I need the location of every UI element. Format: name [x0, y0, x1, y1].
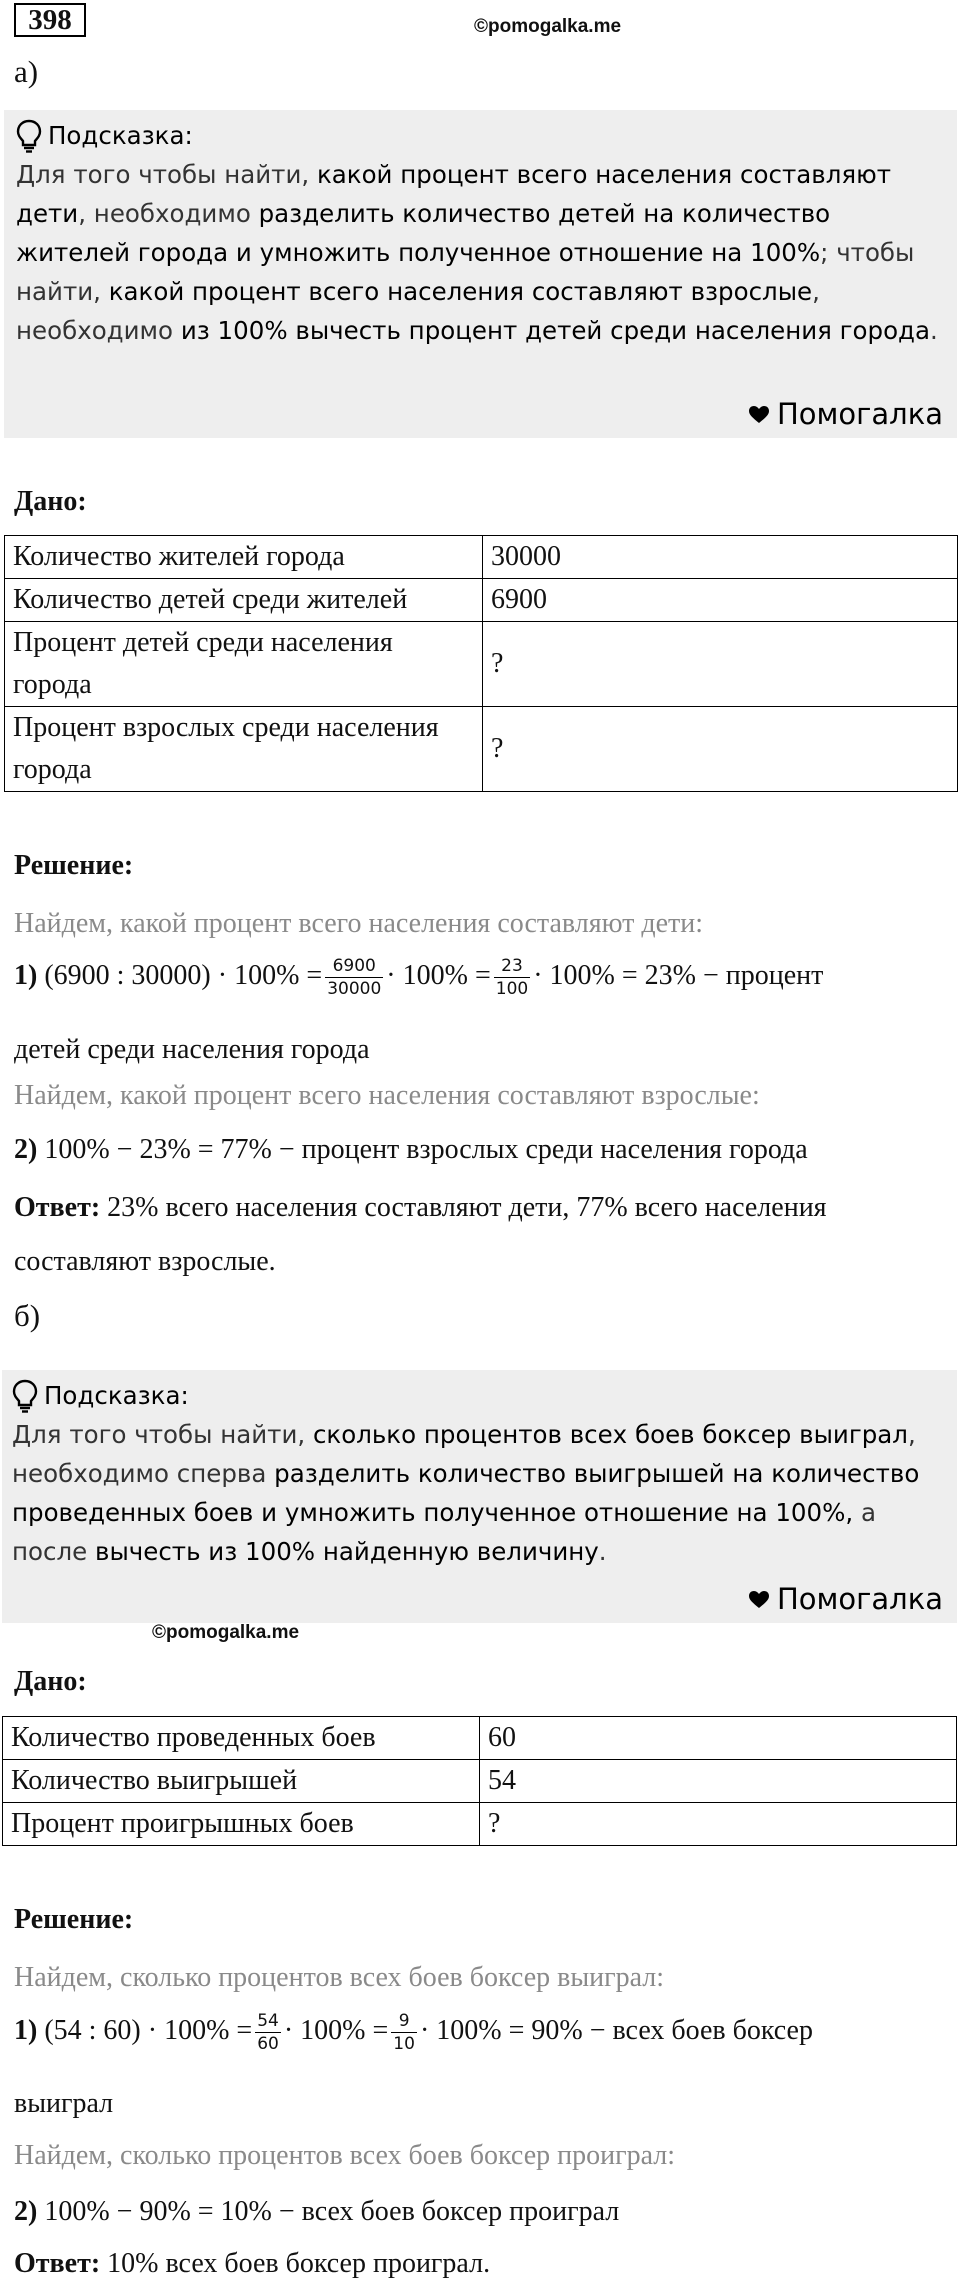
given-table-b — [2, 1716, 957, 1846]
given-label: Количество детей среди жителей — [5, 579, 483, 622]
given-value: ? — [483, 707, 958, 792]
table-row — [5, 579, 958, 622]
table-row — [3, 1760, 957, 1803]
given-value: 54 — [480, 1760, 957, 1803]
given-label: Количество проведенных боев — [3, 1717, 480, 1760]
given-value: 60 — [480, 1717, 957, 1760]
given-value: 30000 — [483, 536, 958, 579]
hint-brand: Помогалка — [749, 395, 943, 434]
answer-cont-a: составляют взрослые. — [14, 1246, 276, 1277]
heart-icon — [749, 1591, 769, 1609]
fraction: $\frac{6900}{30000}$ — [327, 956, 382, 999]
table-row — [5, 536, 958, 579]
answer-a: Ответ: 23% всего населения составляют дети, 77% всего населения — [14, 1192, 827, 1223]
step1-intro-a: Найдем, какой процент всего населения составляют дети: — [14, 908, 704, 939]
fraction: $\frac{54}{60}$ — [257, 2011, 279, 2054]
step2-intro-b: Найдем, сколько процентов всех боев боксер проиграл: — [14, 2140, 676, 2171]
lightbulb-icon — [12, 1379, 38, 1413]
given-value: 6900 — [483, 579, 958, 622]
step2-line-a: 2) 100% − 23% = 77% − процент взрослых среди населения города — [14, 1134, 808, 1165]
part-b-letter: б) — [14, 1298, 41, 1333]
given-value: ? — [483, 622, 958, 707]
given-value: ? — [480, 1803, 957, 1846]
hint-title: Подсказка: — [16, 116, 945, 155]
solution-title-b: Решение: — [14, 1904, 134, 1935]
fraction: $\frac{9}{10}$ — [393, 2011, 415, 2054]
step2-line-b: 2) 100% − 90% = 10% − всех боев боксер проиграл — [14, 2196, 620, 2227]
hint-brand: Помогалка — [749, 1580, 943, 1619]
table-row — [5, 707, 958, 792]
fraction: $\frac{23}{100}$ — [495, 956, 529, 999]
given-title-a: Дано: — [14, 486, 87, 517]
step1-cont-a: детей среди населения города — [14, 1034, 370, 1065]
watermark-top: ©pomogalka.me — [474, 16, 622, 37]
step1-line-b: 1) (54 : 60) · 100% = $\frac{54}{60}$ · 100% = $\frac{9}{10}$ · 100% = 90% − всех боев боксер — [14, 2011, 813, 2054]
hint-box-a — [4, 110, 957, 438]
heart-icon — [749, 406, 769, 424]
hint-text: Для того чтобы найти, сколько процентов всех боев боксер выиграл, необходимо сперва разделить количество выигрышей на количество проведенных боев и умножить полученное отношение на 100%, а после вычесть из 100% найденную величину. — [12, 1420, 920, 1566]
given-label: Количество выигрышей — [3, 1760, 480, 1803]
answer-b: Ответ: 10% всех боев боксер проиграл. — [14, 2248, 491, 2279]
hint-text: Для того чтобы найти, какой процент всего населения составляют дети, необходимо разделить количество детей на количество жителей города и умножить полученное отношение на 100%; чтобы найти, какой процент всего населения составляют взрослые, необходимо из 100% вычесть процент детей среди населения города. — [16, 160, 938, 345]
step2-intro-a: Найдем, какой процент всего населения составляют взрослые: — [14, 1080, 760, 1111]
given-label: Процент проигрышных боев — [3, 1803, 480, 1846]
hint-box-b — [2, 1370, 957, 1623]
given-title-b: Дано: — [14, 1666, 87, 1697]
lightbulb-icon — [16, 119, 42, 153]
given-label: Процент детей среди населения города — [5, 622, 483, 707]
step1-line-a: 1) (6900 : 30000) · 100% = $\frac{6900}{30000}$ · 100% = $\frac{23}{100}$ · 100% = 23% − процент — [14, 956, 824, 999]
step1-intro-b: Найдем, сколько процентов всех боев боксер выиграл: — [14, 1962, 665, 1993]
table-row — [3, 1803, 957, 1846]
given-label: Процент взрослых среди населения города — [5, 707, 483, 792]
hint-title: Подсказка: — [12, 1376, 945, 1415]
given-table-a — [4, 535, 958, 792]
table-row — [5, 622, 958, 707]
task-number: 398 — [14, 3, 86, 37]
solution-title-a: Решение: — [14, 850, 134, 881]
step1-cont-b: выиграл — [14, 2088, 114, 2119]
part-a-letter: а) — [14, 54, 39, 89]
table-row — [3, 1717, 957, 1760]
given-label: Количество жителей города — [5, 536, 483, 579]
watermark-mid: ©pomogalka.me — [152, 1622, 300, 1643]
